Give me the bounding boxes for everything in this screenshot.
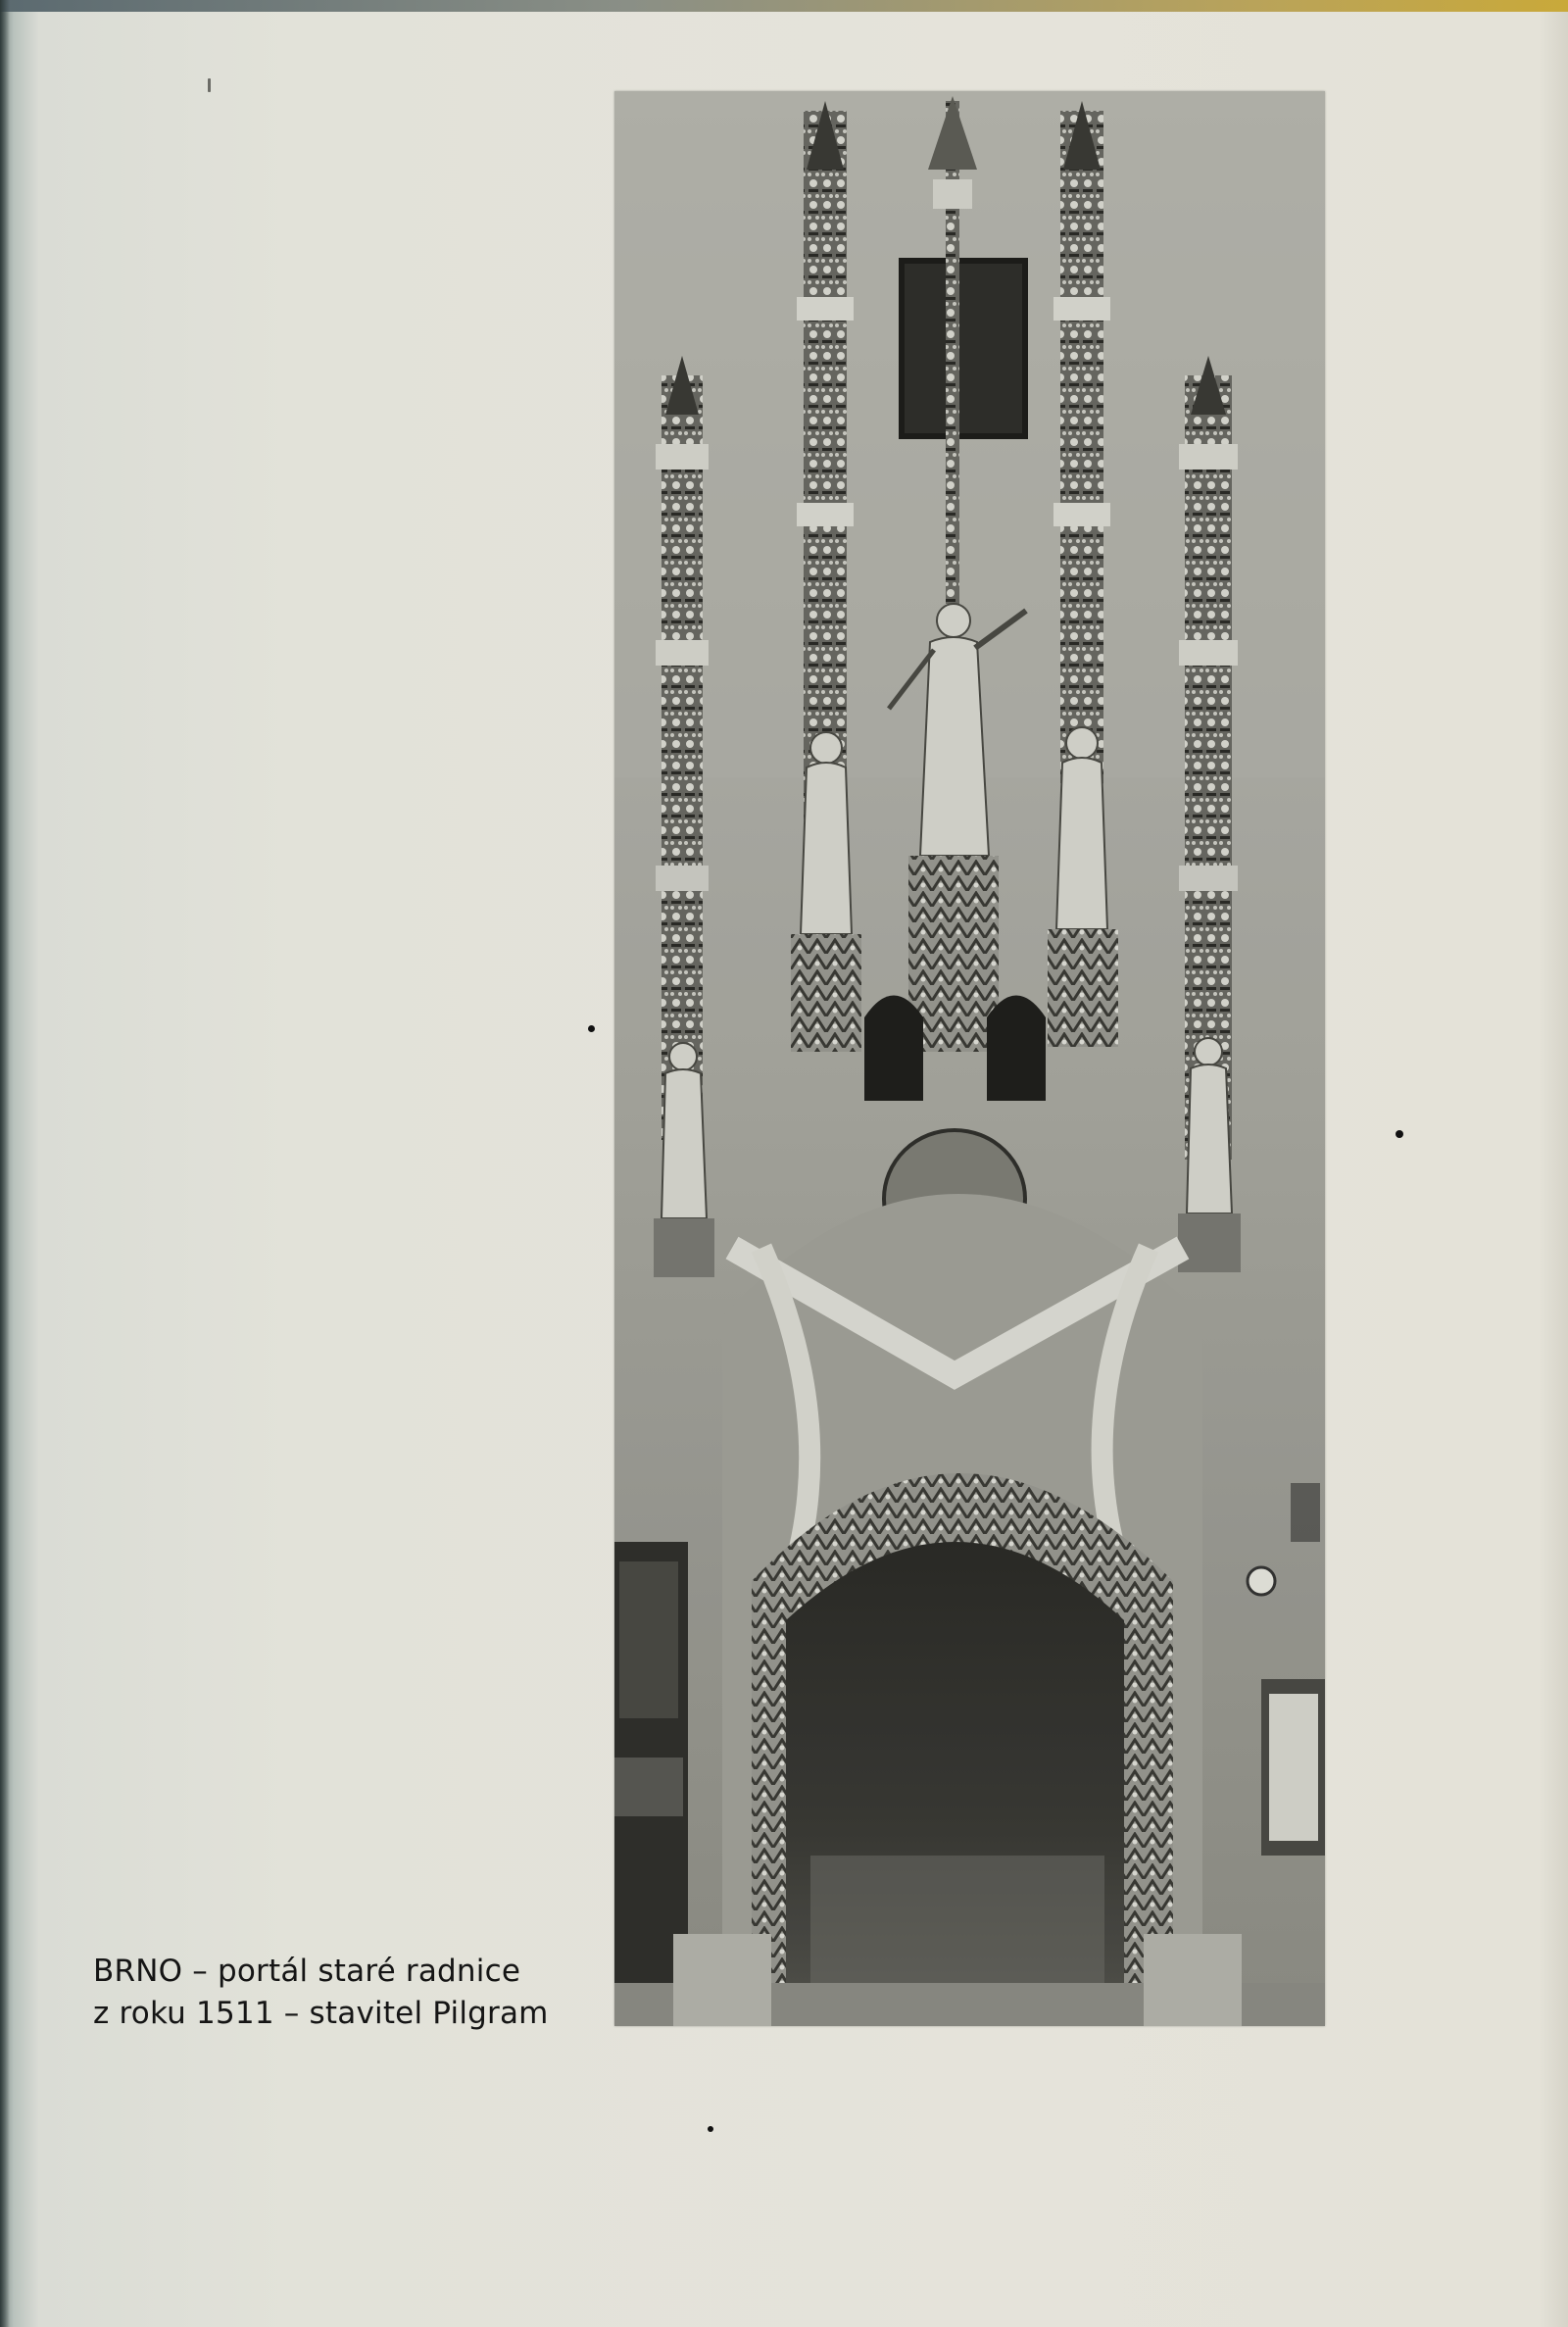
photo-town-hall-portal	[614, 91, 1325, 2026]
binding-shadow	[0, 0, 10, 2327]
caption-line-2: z roku 1511 – stavitel Pilgram	[93, 1996, 549, 2031]
dust-speck	[708, 2126, 713, 2132]
caption-line-1: BRNO – portál staré radnice	[93, 1954, 521, 1989]
scan-top-edge	[0, 0, 1568, 12]
dust-speck	[208, 78, 211, 92]
dust-speck	[588, 1025, 595, 1032]
dust-speck	[1396, 1130, 1403, 1138]
photo-caption	[93, 1951, 549, 2035]
